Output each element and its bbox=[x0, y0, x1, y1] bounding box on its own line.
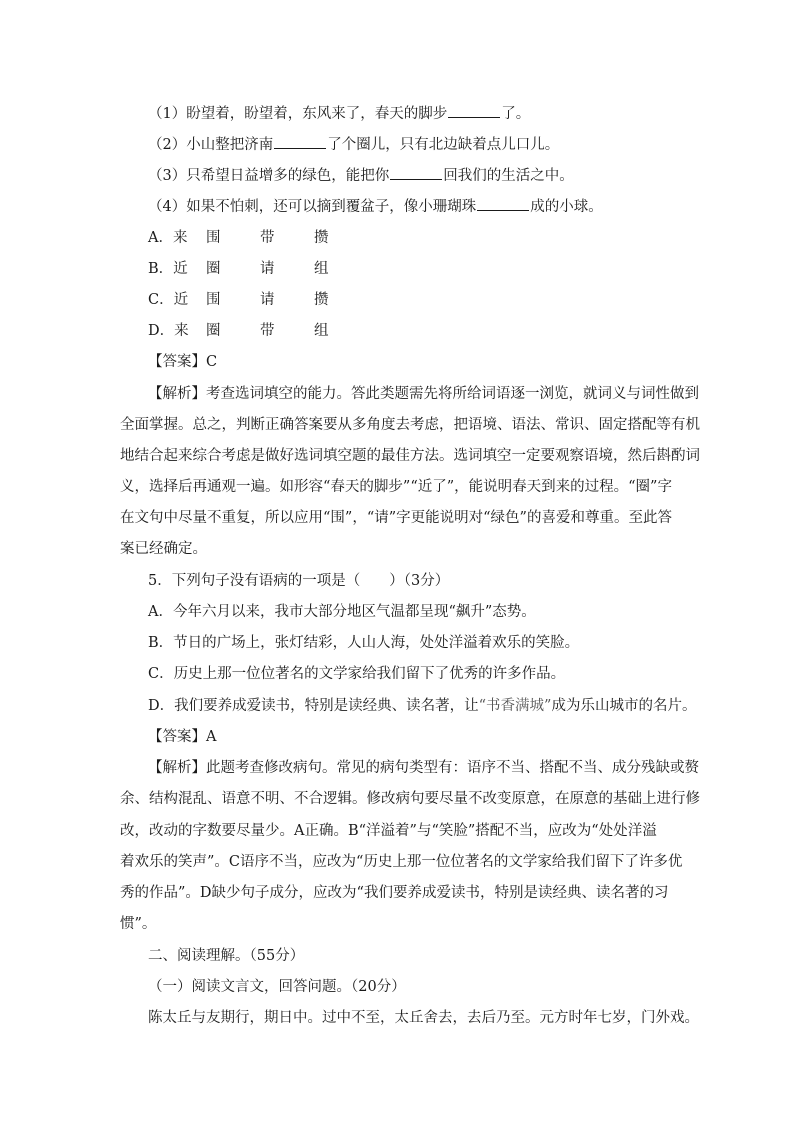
fill-blank bbox=[448, 103, 500, 118]
fill-blank bbox=[477, 196, 529, 211]
q5-analysis-line: 改，改动的字数要尽量少。A正确。B“洋溢着”与“笑脸”搭配不当，应改为“处处洋溢 bbox=[120, 823, 657, 839]
q5-option-c: C．历史上那一位位著名的文学家给我们留下了优秀的许多作品。 bbox=[148, 666, 566, 682]
q5-analysis-line: 余、结构混乱、语意不明、不合逻辑。修改病句要尽量不改变原意，在原意的基础上进行修 bbox=[120, 791, 700, 807]
q4-item-3: （3）只希望日益增多的绿色，能把你 回我们的生活之中。 bbox=[148, 165, 574, 186]
q4-item-4: （4）如果不怕刺，还可以摘到覆盆子，像小珊瑚珠 成的小球。 bbox=[148, 196, 603, 217]
q4-item-1: （1）盼望着，盼望着，东风来了，春天的脚步 了。 bbox=[148, 103, 530, 124]
q5-analysis-line: 【解析】此题考查修改病句。常见的病句类型有：语序不当、搭配不当、成分残缺或赘 bbox=[148, 760, 699, 776]
q4-analysis-line: 全面掌握。总之，判断正确答案要从多角度去考虑，把语境、语法、常识、固定搭配等有机 bbox=[120, 417, 700, 433]
q4-analysis-line: 在文句中尽量不重复，所以应用“围”，“请”字更能说明对“绿色”的喜爱和尊重。至此答 bbox=[120, 510, 672, 526]
q4-item-2: （2）小山整把济南 了个圈儿，只有北边缺着点儿口儿。 bbox=[148, 134, 559, 155]
q5-analysis-line: 惯”。 bbox=[120, 916, 157, 932]
q4-option-a: A．来 围 带 攒 bbox=[148, 230, 329, 246]
q5-analysis-line: 着欢乐的笑声”。C语序不当，应改为“历史上那一位位著名的文学家给我们留下了许多优 bbox=[120, 854, 683, 870]
q4-analysis-line: 案已经确定。 bbox=[120, 541, 207, 557]
q5-stem: 5．下列句子没有语病的一项是（ ）（3分） bbox=[148, 573, 450, 589]
passage-paragraph: 陈太丘与友期行，期日中。过中不至，太丘舍去，去后乃至。元方时年七岁，门外戏。 bbox=[148, 1010, 699, 1026]
q5-option-b: B．节日的广场上，张灯结彩，人山人海，处处洋溢着欢乐的笑脸。 bbox=[148, 635, 580, 651]
q4-analysis-line: 地结合起来综合考虑是做好选词填空题的最佳方法。选词填空一定要观察语境，然后斟酌词 bbox=[120, 448, 700, 464]
q5-option-d: D．我们要养成爱读书，特别是读经典、读名著，让“书香满城”成为乐山城市的名片。 bbox=[148, 698, 697, 714]
q4-analysis-line: 义，选择后再通观一遍。如形容“春天的脚步”“近了”，能说明春天到来的过程。“圈”字 bbox=[120, 479, 672, 495]
q5-analysis-line: 秀的作品”。D缺少句子成分，应改为“我们要养成爱读书，特别是读经典、读名著的习 bbox=[120, 885, 669, 901]
q4-option-d: D．来 圈 带 组 bbox=[148, 323, 329, 339]
fill-blank bbox=[274, 134, 326, 149]
q4-analysis-line: 【解析】考查选词填空的能力。答此类题需先将所给词语逐一浏览，就词义与词性做到 bbox=[148, 386, 699, 402]
q4-option-c: C．近 围 请 攒 bbox=[148, 292, 329, 308]
fill-blank bbox=[390, 165, 442, 180]
q5-option-a: A．今年六月以来，我市大部分地区气温都呈现“飙升”态势。 bbox=[148, 604, 536, 620]
q4-answer: 【答案】C bbox=[148, 354, 218, 370]
q4-option-b: B．近 圈 请 组 bbox=[148, 261, 329, 277]
q5-answer: 【答案】A bbox=[148, 729, 217, 745]
section-heading: 二、阅读理解。（55分） bbox=[148, 948, 305, 964]
subsection-heading: （一）阅读文言文，回答问题。（20分） bbox=[148, 979, 406, 995]
